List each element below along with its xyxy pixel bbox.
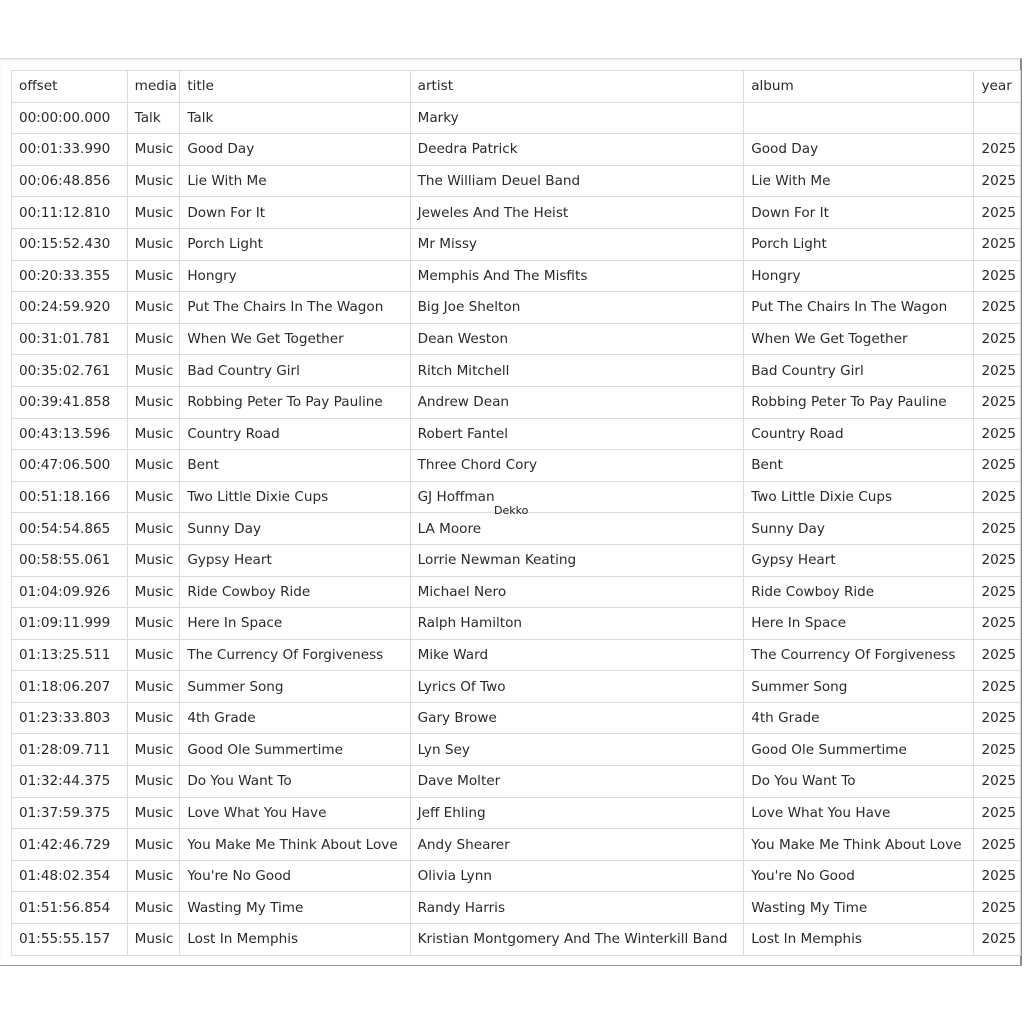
cell-year: 2025: [974, 481, 1021, 513]
cell-album: Down For It: [744, 197, 974, 229]
cell-artist: Lorrie Newman Keating: [410, 544, 744, 576]
table-body: [12, 102, 1021, 955]
cell-media: Music: [127, 418, 180, 450]
cell-artist: Mike Ward: [410, 639, 744, 671]
cell-offset: 01:18:06.207: [12, 671, 128, 703]
cell-year: 2025: [974, 228, 1021, 260]
table-row[interactable]: [12, 228, 1021, 260]
cell-year: 2025: [974, 513, 1021, 545]
cell-year: 2025: [974, 671, 1021, 703]
cell-album: You're No Good: [744, 860, 974, 892]
cell-year: 2025: [974, 829, 1021, 861]
cell-media: Music: [127, 355, 180, 387]
cell-artist: Three Chord Cory: [410, 450, 744, 482]
table-row[interactable]: [12, 134, 1021, 166]
cell-offset: 01:32:44.375: [12, 766, 128, 798]
cell-media: Music: [127, 576, 180, 608]
cell-album: Lie With Me: [744, 165, 974, 197]
cell-year: 2025: [974, 355, 1021, 387]
cell-year: 2025: [974, 608, 1021, 640]
cell-artist: Jeff Ehling: [410, 797, 744, 829]
cell-year: 2025: [974, 450, 1021, 482]
cell-album: Do You Want To: [744, 766, 974, 798]
cell-artist: Ritch Mitchell: [410, 355, 744, 387]
cell-album: Summer Song: [744, 671, 974, 703]
cell-year: 2025: [974, 576, 1021, 608]
cell-media: Music: [127, 513, 180, 545]
cell-title: Put The Chairs In The Wagon: [180, 292, 410, 324]
cell-media: Music: [127, 450, 180, 482]
cell-year: 2025: [974, 702, 1021, 734]
cell-title: Down For It: [180, 197, 410, 229]
cell-offset: 00:31:01.781: [12, 323, 128, 355]
cell-album: Good Ole Summertime: [744, 734, 974, 766]
cell-artist: GJ Hoffman: [410, 481, 744, 513]
cell-offset: 00:35:02.761: [12, 355, 128, 387]
cell-album: The Courrency Of Forgiveness: [744, 639, 974, 671]
cell-media: Music: [127, 702, 180, 734]
cell-offset: 00:00:00.000: [12, 102, 128, 134]
cell-year: 2025: [974, 197, 1021, 229]
cell-year: 2025: [974, 292, 1021, 324]
cell-album: When We Get Together: [744, 323, 974, 355]
cell-offset: 01:28:09.711: [12, 734, 128, 766]
table-row[interactable]: [12, 702, 1021, 734]
cell-offset: 01:04:09.926: [12, 576, 128, 608]
cell-album: You Make Me Think About Love: [744, 829, 974, 861]
cell-offset: 00:24:59.920: [12, 292, 128, 324]
cell-title: Lost In Memphis: [180, 924, 410, 956]
cell-offset: 00:01:33.990: [12, 134, 128, 166]
cell-title: Love What You Have: [180, 797, 410, 829]
cell-title: Bad Country Girl: [180, 355, 410, 387]
cell-year: 2025: [974, 892, 1021, 924]
column-header-artist[interactable]: artist: [410, 71, 744, 103]
cell-artist: Marky: [410, 102, 744, 134]
cell-artist: Randy Harris: [410, 892, 744, 924]
cell-year: 2025: [974, 323, 1021, 355]
cell-offset: 00:39:41.858: [12, 386, 128, 418]
cell-media: Music: [127, 260, 180, 292]
cell-offset: 00:58:55.061: [12, 544, 128, 576]
cell-artist: Andrew Dean: [410, 386, 744, 418]
table-row[interactable]: [12, 576, 1021, 608]
cell-album: Wasting My Time: [744, 892, 974, 924]
cell-artist: Robert Fantel: [410, 418, 744, 450]
cell-title: Talk: [180, 102, 410, 134]
cell-title: Ride Cowboy Ride: [180, 576, 410, 608]
cell-media: Music: [127, 671, 180, 703]
cell-media: Music: [127, 323, 180, 355]
cell-album: Bad Country Girl: [744, 355, 974, 387]
cell-album: Here In Space: [744, 608, 974, 640]
cell-offset: 01:55:55.157: [12, 924, 128, 956]
table-row[interactable]: [12, 450, 1021, 482]
cell-media: Music: [127, 639, 180, 671]
table-row[interactable]: [12, 860, 1021, 892]
cell-artist: Gary Browe: [410, 702, 744, 734]
cell-year: 2025: [974, 860, 1021, 892]
table-row[interactable]: [12, 260, 1021, 292]
cell-artist: Kristian Montgomery And The Winterkill Band: [410, 924, 744, 956]
column-header-title[interactable]: title: [180, 71, 410, 103]
table-row[interactable]: [12, 323, 1021, 355]
cell-artist: Michael Nero: [410, 576, 744, 608]
cell-media: Music: [127, 734, 180, 766]
table-row[interactable]: [12, 513, 1021, 545]
cell-title: Gypsy Heart: [180, 544, 410, 576]
cell-album: Lost In Memphis: [744, 924, 974, 956]
cell-title: Country Road: [180, 418, 410, 450]
cell-offset: 01:13:25.511: [12, 639, 128, 671]
cell-media: Music: [127, 228, 180, 260]
cell-media: Music: [127, 165, 180, 197]
cell-artist: Memphis And The Misfits: [410, 260, 744, 292]
cell-offset: 00:51:18.166: [12, 481, 128, 513]
table-row[interactable]: [12, 797, 1021, 829]
table-row[interactable]: [12, 734, 1021, 766]
cell-offset: 01:51:56.854: [12, 892, 128, 924]
cell-media: Music: [127, 892, 180, 924]
cell-album: Two Little Dixie Cups: [744, 481, 974, 513]
cell-title: 4th Grade: [180, 702, 410, 734]
cell-offset: 00:15:52.430: [12, 228, 128, 260]
cell-title: Bent: [180, 450, 410, 482]
cell-title: Good Ole Summertime: [180, 734, 410, 766]
cell-artist: Big Joe Shelton: [410, 292, 744, 324]
cell-album: Robbing Peter To Pay Pauline: [744, 386, 974, 418]
cell-media: Music: [127, 860, 180, 892]
cell-year: [974, 102, 1021, 134]
cell-media: Music: [127, 924, 180, 956]
cell-title: When We Get Together: [180, 323, 410, 355]
column-header-offset[interactable]: offset: [12, 71, 128, 103]
column-header-year[interactable]: year: [974, 71, 1021, 103]
table-row[interactable]: [12, 165, 1021, 197]
table-row[interactable]: [12, 355, 1021, 387]
cell-offset: 01:42:46.729: [12, 829, 128, 861]
cell-artist: Lyrics Of Two: [410, 671, 744, 703]
cell-title: Porch Light: [180, 228, 410, 260]
cell-artist: Andy Shearer: [410, 829, 744, 861]
cell-media: Music: [127, 829, 180, 861]
cell-title: You Make Me Think About Love: [180, 829, 410, 861]
cell-artist: Lyn Sey: [410, 734, 744, 766]
cell-album: Porch Light: [744, 228, 974, 260]
cell-artist: Dean Weston: [410, 323, 744, 355]
table-row[interactable]: [12, 418, 1021, 450]
cell-title: You're No Good: [180, 860, 410, 892]
cell-year: 2025: [974, 165, 1021, 197]
cell-year: 2025: [974, 924, 1021, 956]
header-row: [12, 71, 1021, 103]
cell-album: Country Road: [744, 418, 974, 450]
cell-artist: LA Moore: [410, 513, 744, 545]
cell-artist: Dave Molter: [410, 766, 744, 798]
cell-year: 2025: [974, 734, 1021, 766]
cell-album: 4th Grade: [744, 702, 974, 734]
cell-album: Ride Cowboy Ride: [744, 576, 974, 608]
table-row[interactable]: [12, 829, 1021, 861]
cell-album: Gypsy Heart: [744, 544, 974, 576]
watermark-text: Dekko: [494, 504, 529, 517]
cell-album: Bent: [744, 450, 974, 482]
cell-title: Do You Want To: [180, 766, 410, 798]
table-row[interactable]: [12, 197, 1021, 229]
cell-offset: 01:09:11.999: [12, 608, 128, 640]
table-row[interactable]: [12, 102, 1021, 134]
cell-media: Music: [127, 608, 180, 640]
cell-title: Good Day: [180, 134, 410, 166]
table-row[interactable]: [12, 892, 1021, 924]
cell-album: Hongry: [744, 260, 974, 292]
column-header-album[interactable]: album: [744, 71, 974, 103]
cell-media: Music: [127, 197, 180, 229]
table-row[interactable]: [12, 639, 1021, 671]
cell-offset: 00:43:13.596: [12, 418, 128, 450]
table-row[interactable]: [12, 544, 1021, 576]
cell-year: 2025: [974, 386, 1021, 418]
cell-album: Love What You Have: [744, 797, 974, 829]
cell-media: Music: [127, 292, 180, 324]
cell-artist: Mr Missy: [410, 228, 744, 260]
cell-year: 2025: [974, 797, 1021, 829]
cell-title: Sunny Day: [180, 513, 410, 545]
cell-media: Music: [127, 544, 180, 576]
cell-title: Lie With Me: [180, 165, 410, 197]
cell-media: Music: [127, 134, 180, 166]
cell-media: Music: [127, 386, 180, 418]
cell-year: 2025: [974, 134, 1021, 166]
cell-album: Put The Chairs In The Wagon: [744, 292, 974, 324]
cell-artist: The William Deuel Band: [410, 165, 744, 197]
cell-artist: Deedra Patrick: [410, 134, 744, 166]
cell-media: Music: [127, 766, 180, 798]
table-row[interactable]: [12, 608, 1021, 640]
cell-year: 2025: [974, 766, 1021, 798]
cell-offset: 00:54:54.865: [12, 513, 128, 545]
cell-year: 2025: [974, 418, 1021, 450]
cell-offset: 00:06:48.856: [12, 165, 128, 197]
cell-title: Wasting My Time: [180, 892, 410, 924]
cell-album: Good Day: [744, 134, 974, 166]
cell-offset: 01:23:33.803: [12, 702, 128, 734]
cell-title: Robbing Peter To Pay Pauline: [180, 386, 410, 418]
cell-year: 2025: [974, 639, 1021, 671]
cell-offset: 00:20:33.355: [12, 260, 128, 292]
cell-year: 2025: [974, 544, 1021, 576]
cell-artist: Ralph Hamilton: [410, 608, 744, 640]
cell-title: Summer Song: [180, 671, 410, 703]
cell-artist: Jeweles And The Heist: [410, 197, 744, 229]
table-row[interactable]: [12, 292, 1021, 324]
cell-album: Sunny Day: [744, 513, 974, 545]
table-row[interactable]: [12, 671, 1021, 703]
cell-title: Two Little Dixie Cups: [180, 481, 410, 513]
table-row[interactable]: [12, 386, 1021, 418]
column-header-media[interactable]: media: [127, 71, 180, 103]
cell-title: The Currency Of Forgiveness: [180, 639, 410, 671]
table-header: [12, 71, 1021, 103]
cell-media: Music: [127, 797, 180, 829]
cell-artist: Olivia Lynn: [410, 860, 744, 892]
cell-offset: 01:37:59.375: [12, 797, 128, 829]
cell-album: [744, 102, 974, 134]
cell-offset: 01:48:02.354: [12, 860, 128, 892]
cell-offset: 00:11:12.810: [12, 197, 128, 229]
cell-media: Talk: [127, 102, 180, 134]
cell-year: 2025: [974, 260, 1021, 292]
cell-offset: 00:47:06.500: [12, 450, 128, 482]
table-row[interactable]: [12, 766, 1021, 798]
cell-title: Hongry: [180, 260, 410, 292]
cell-media: Music: [127, 481, 180, 513]
cell-title: Here In Space: [180, 608, 410, 640]
table-row[interactable]: [12, 924, 1021, 956]
